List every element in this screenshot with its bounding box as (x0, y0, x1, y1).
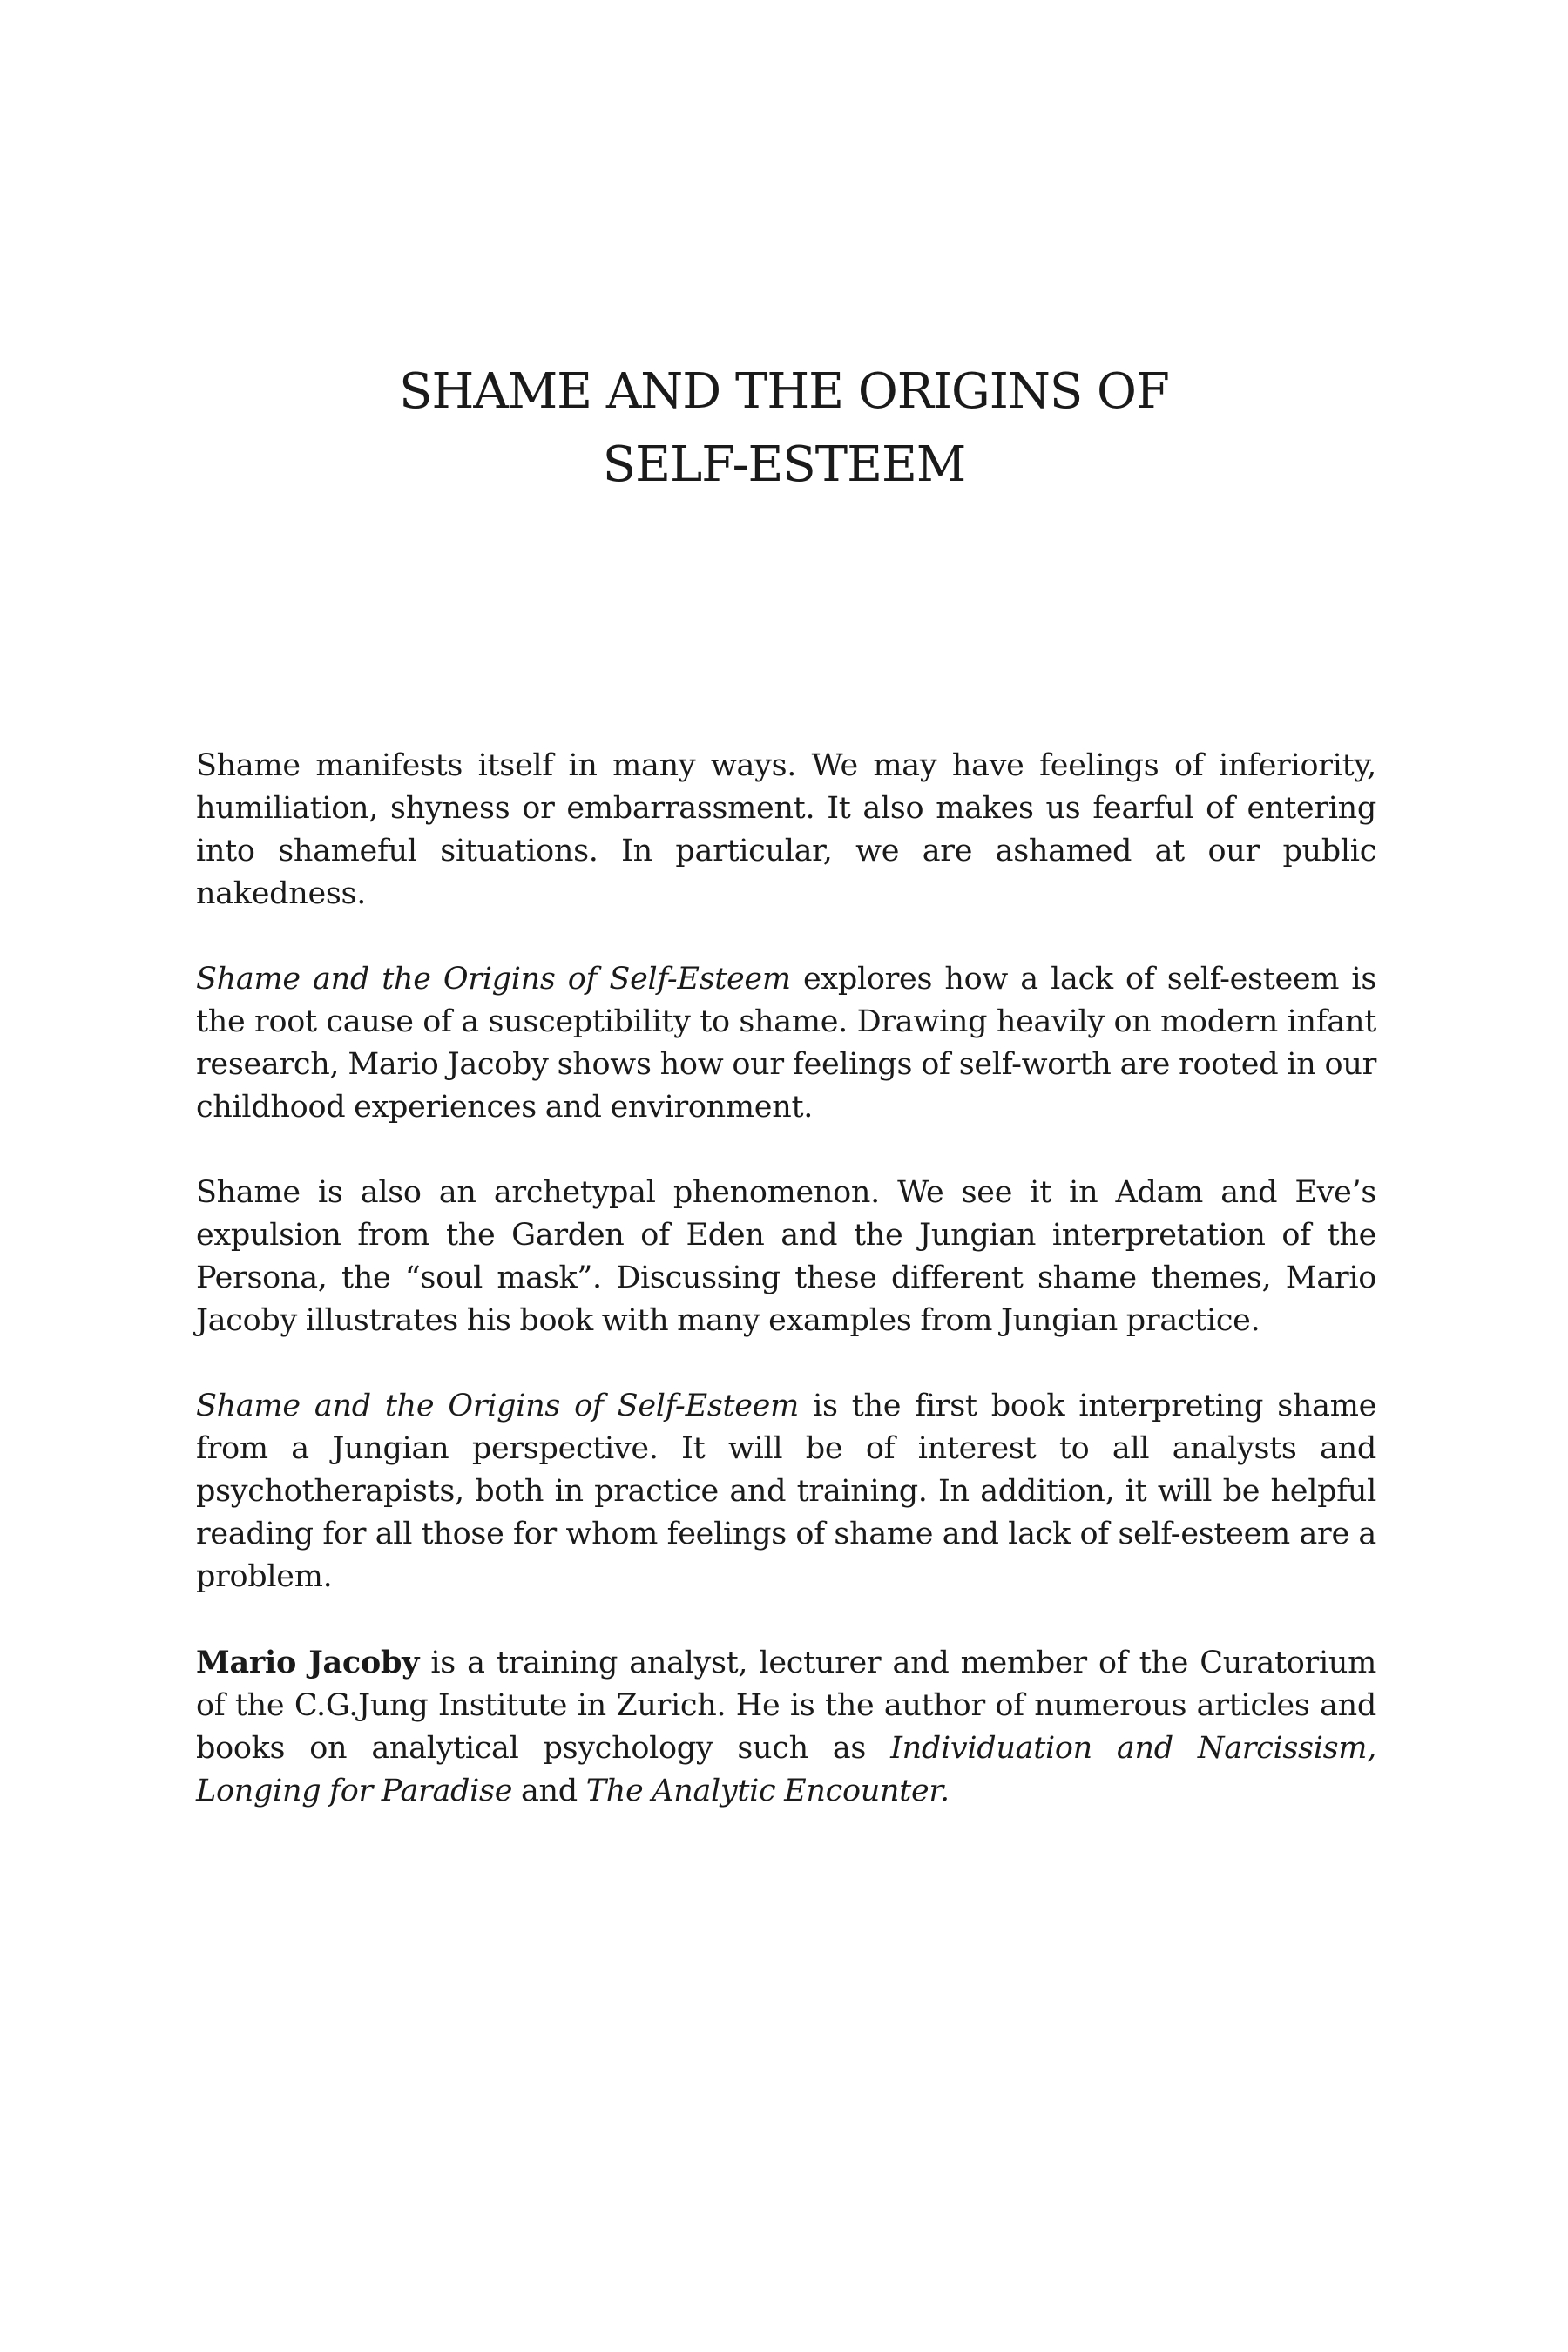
bio-text: and (512, 1774, 586, 1808)
bio-text: is a training analyst, lecturer and member of the Curatorium of the C.G.Jung Institute in Zurich. He is the author of numerous articles and books on analytical psychology such as (196, 1646, 1376, 1766)
related-book-titles: Individuation and Narcissism, Longing for Paradise (196, 1731, 1376, 1808)
paragraph-text: explores how a lack of self-esteem is the root cause of a susceptibility to shame. Drawing heavily on modern infant research, Mario Jacoby shows how our feelings of self-worth are rooted in our childhood experiences and environment. (196, 962, 1376, 1125)
title-line-2: SELF-ESTEEM (602, 436, 966, 493)
paragraph-audience (196, 1385, 1376, 1598)
title-line-1: SHAME AND THE ORIGINS OF (399, 363, 1169, 420)
book-title-italic: Shame and the Origins of Self-Esteem (196, 962, 791, 997)
page-title (261, 355, 1307, 502)
author-name: Mario Jacoby (196, 1645, 420, 1680)
paragraph-intro: Shame manifests itself in many ways. We may have feelings of inferiority, humiliation, shyness or embarrassment. It also makes us fearful of entering into shameful situations. In particular, we are ashamed at our public nakedness. (196, 748, 1376, 911)
paragraph-explores (196, 958, 1376, 1129)
book-title-italic: Shame and the Origins of Self-Esteem (196, 1389, 799, 1423)
paragraph-author-bio (196, 1641, 1376, 1813)
blurb-body (196, 745, 1376, 1855)
paragraph-text: is the first book interpreting shame from a Jungian perspective. It will be of interest to all analysts and psychotherapists, both in practice and training. In addition, it will be helpful reading for all those for whom feelings of shame and lack of self-esteem are a problem. (196, 1389, 1376, 1594)
paragraph-archetypal: Shame is also an archetypal phenomenon. We see it in Adam and Eve’s expulsion from the Garden of Eden and the Jungian interpretation of the Persona, the “soul mask”. Discussing these different shame themes, Mario Jacoby illustrates his book with many examples from Jungian practice. (196, 1175, 1376, 1338)
related-book-title: The Analytic Encounter. (585, 1774, 950, 1808)
